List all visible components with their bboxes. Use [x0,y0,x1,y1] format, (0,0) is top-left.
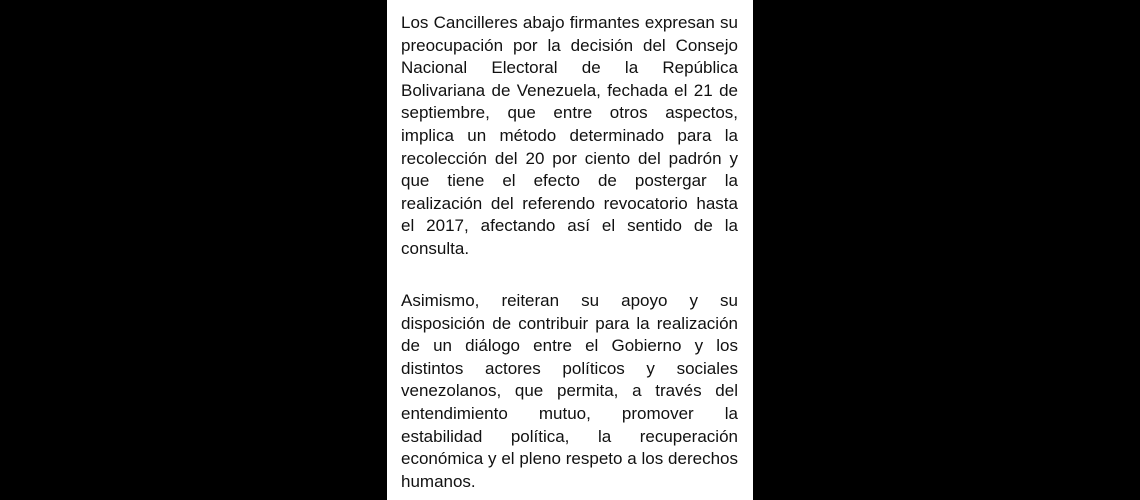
paragraph-concern: Los Cancilleres abajo firmantes expresan su preocupación por la decisión del Consejo Nacional Electoral de la República Bolivariana de Venezuela, fechada el 21 de septiembre, que entre otros aspectos, implica un método determinado para la recolección del 20 por ciento del padrón y que tiene el efecto de postergar la realización del referendo revocatorio hasta el 2017, afectando así el sentido de la consulta. [401,13,738,258]
document-page [387,0,753,500]
paragraph-support: Asimismo, reiteran su apoyo y su disposición de contribuir para la realización de un diálogo entre el Gobierno y los distintos actores políticos y sociales venezolanos, que permita, a través del entendimiento mutuo, promover la estabilidad política, la recuperación económica y el pleno respeto a los derechos humanos. [401,291,738,491]
